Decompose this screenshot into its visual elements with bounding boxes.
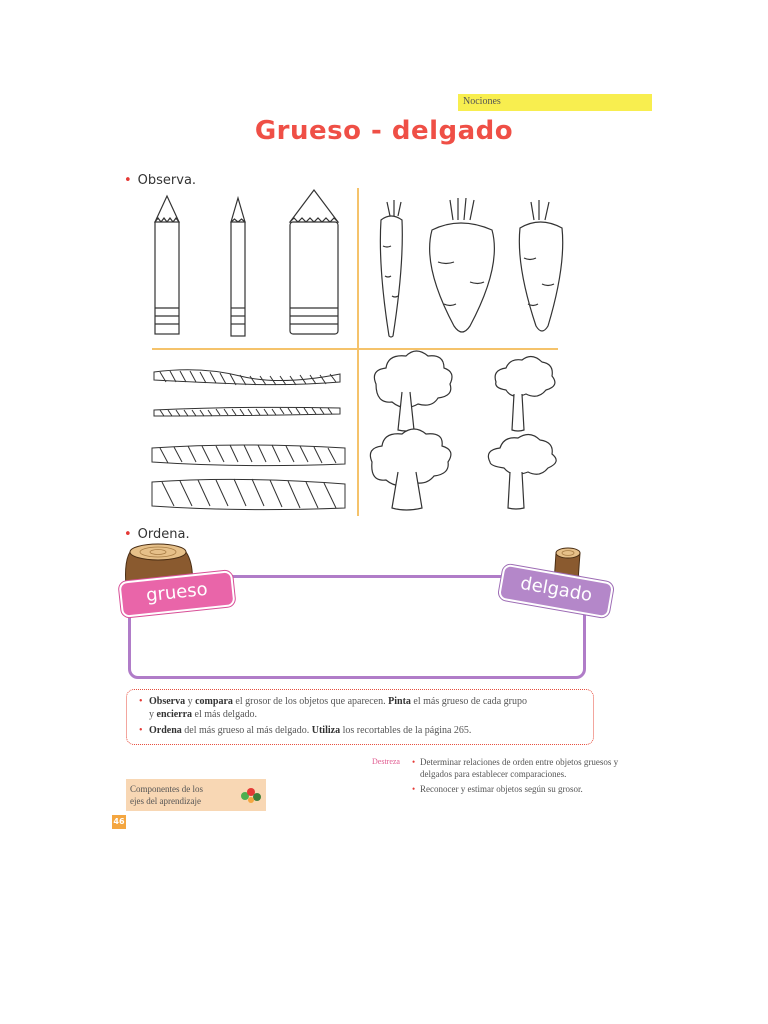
tree-icon [495,356,555,431]
instruction-text [149,709,257,720]
page-title: Grueso - delgado [254,116,514,146]
tree-icon [374,351,452,431]
instruction-run: el grosor de los objetos que aparecen. [232,696,389,707]
bullet-icon: • [139,696,143,707]
learning-axes-icon [239,786,263,806]
instruction-text [149,696,527,707]
instruction-run: del más grueso al más delgado. [181,725,312,736]
pencils-group [155,190,338,336]
bullet-icon: • [124,527,132,542]
section-heading-text: Observa. [137,173,197,188]
rope-icon [152,479,345,510]
instruction-line-1 [139,695,583,708]
instruction-keyword: Utiliza [311,725,341,736]
label-grueso-text: grueso [145,578,209,607]
instruction-run: el más delgado. [192,709,258,720]
destreza-item-text: Determinar relaciones de orden entre objetos gruesos y delgados para establecer comparaciones. [420,757,619,779]
destreza-label: Destreza [372,757,400,766]
illustration-panel [140,186,565,521]
instruction-text [149,725,471,736]
pencil-icon [290,190,338,334]
instruction-keyword: Ordena [149,725,182,736]
instruction-line-2 [149,708,583,721]
bullet-icon: • [124,173,132,188]
pencil-icon [231,198,245,336]
instruction-run: los recortables de la página 265. [340,725,472,736]
carrot-icon [430,198,495,332]
bullet-icon: • [412,784,416,794]
destreza-item [412,756,620,780]
rope-icon [154,370,340,385]
instruction-keyword: encierra [156,709,193,720]
bullet-icon: • [412,757,416,767]
instruction-keyword: Pinta [388,696,411,707]
destreza-item [412,783,620,795]
instructions-box [126,689,594,745]
trees-group [370,351,556,510]
carrot-icon [380,200,402,337]
page-number: 46 [112,815,126,829]
component-box-line-1: Componentes de los [130,784,203,794]
ropes-group [152,370,345,510]
rope-icon [152,445,345,466]
label-delgado-text: delgado [518,572,594,607]
destreza-item-text: Reconocer y estimar objetos según su grosor. [420,784,583,794]
instruction-keyword: Observa [149,696,186,707]
section-heading-text: Ordena. [137,527,190,542]
pencil-icon [155,196,179,334]
carrot-icon [519,200,562,331]
instruction-keyword: compara [195,696,233,707]
instruction-run: y [149,709,157,720]
carrots-group [380,198,562,337]
bullet-icon: • [139,725,143,736]
instruction-run: y [185,696,196,707]
rope-icon [154,407,340,416]
component-box-line-2: ejes del aprendizaje [130,796,201,806]
header-label: Nociones [463,96,501,107]
destreza-list [412,756,620,798]
tree-icon [370,429,451,510]
instruction-line-3 [139,724,583,737]
tree-icon [488,434,556,509]
instruction-run: el más grueso de cada grupo [410,696,527,707]
